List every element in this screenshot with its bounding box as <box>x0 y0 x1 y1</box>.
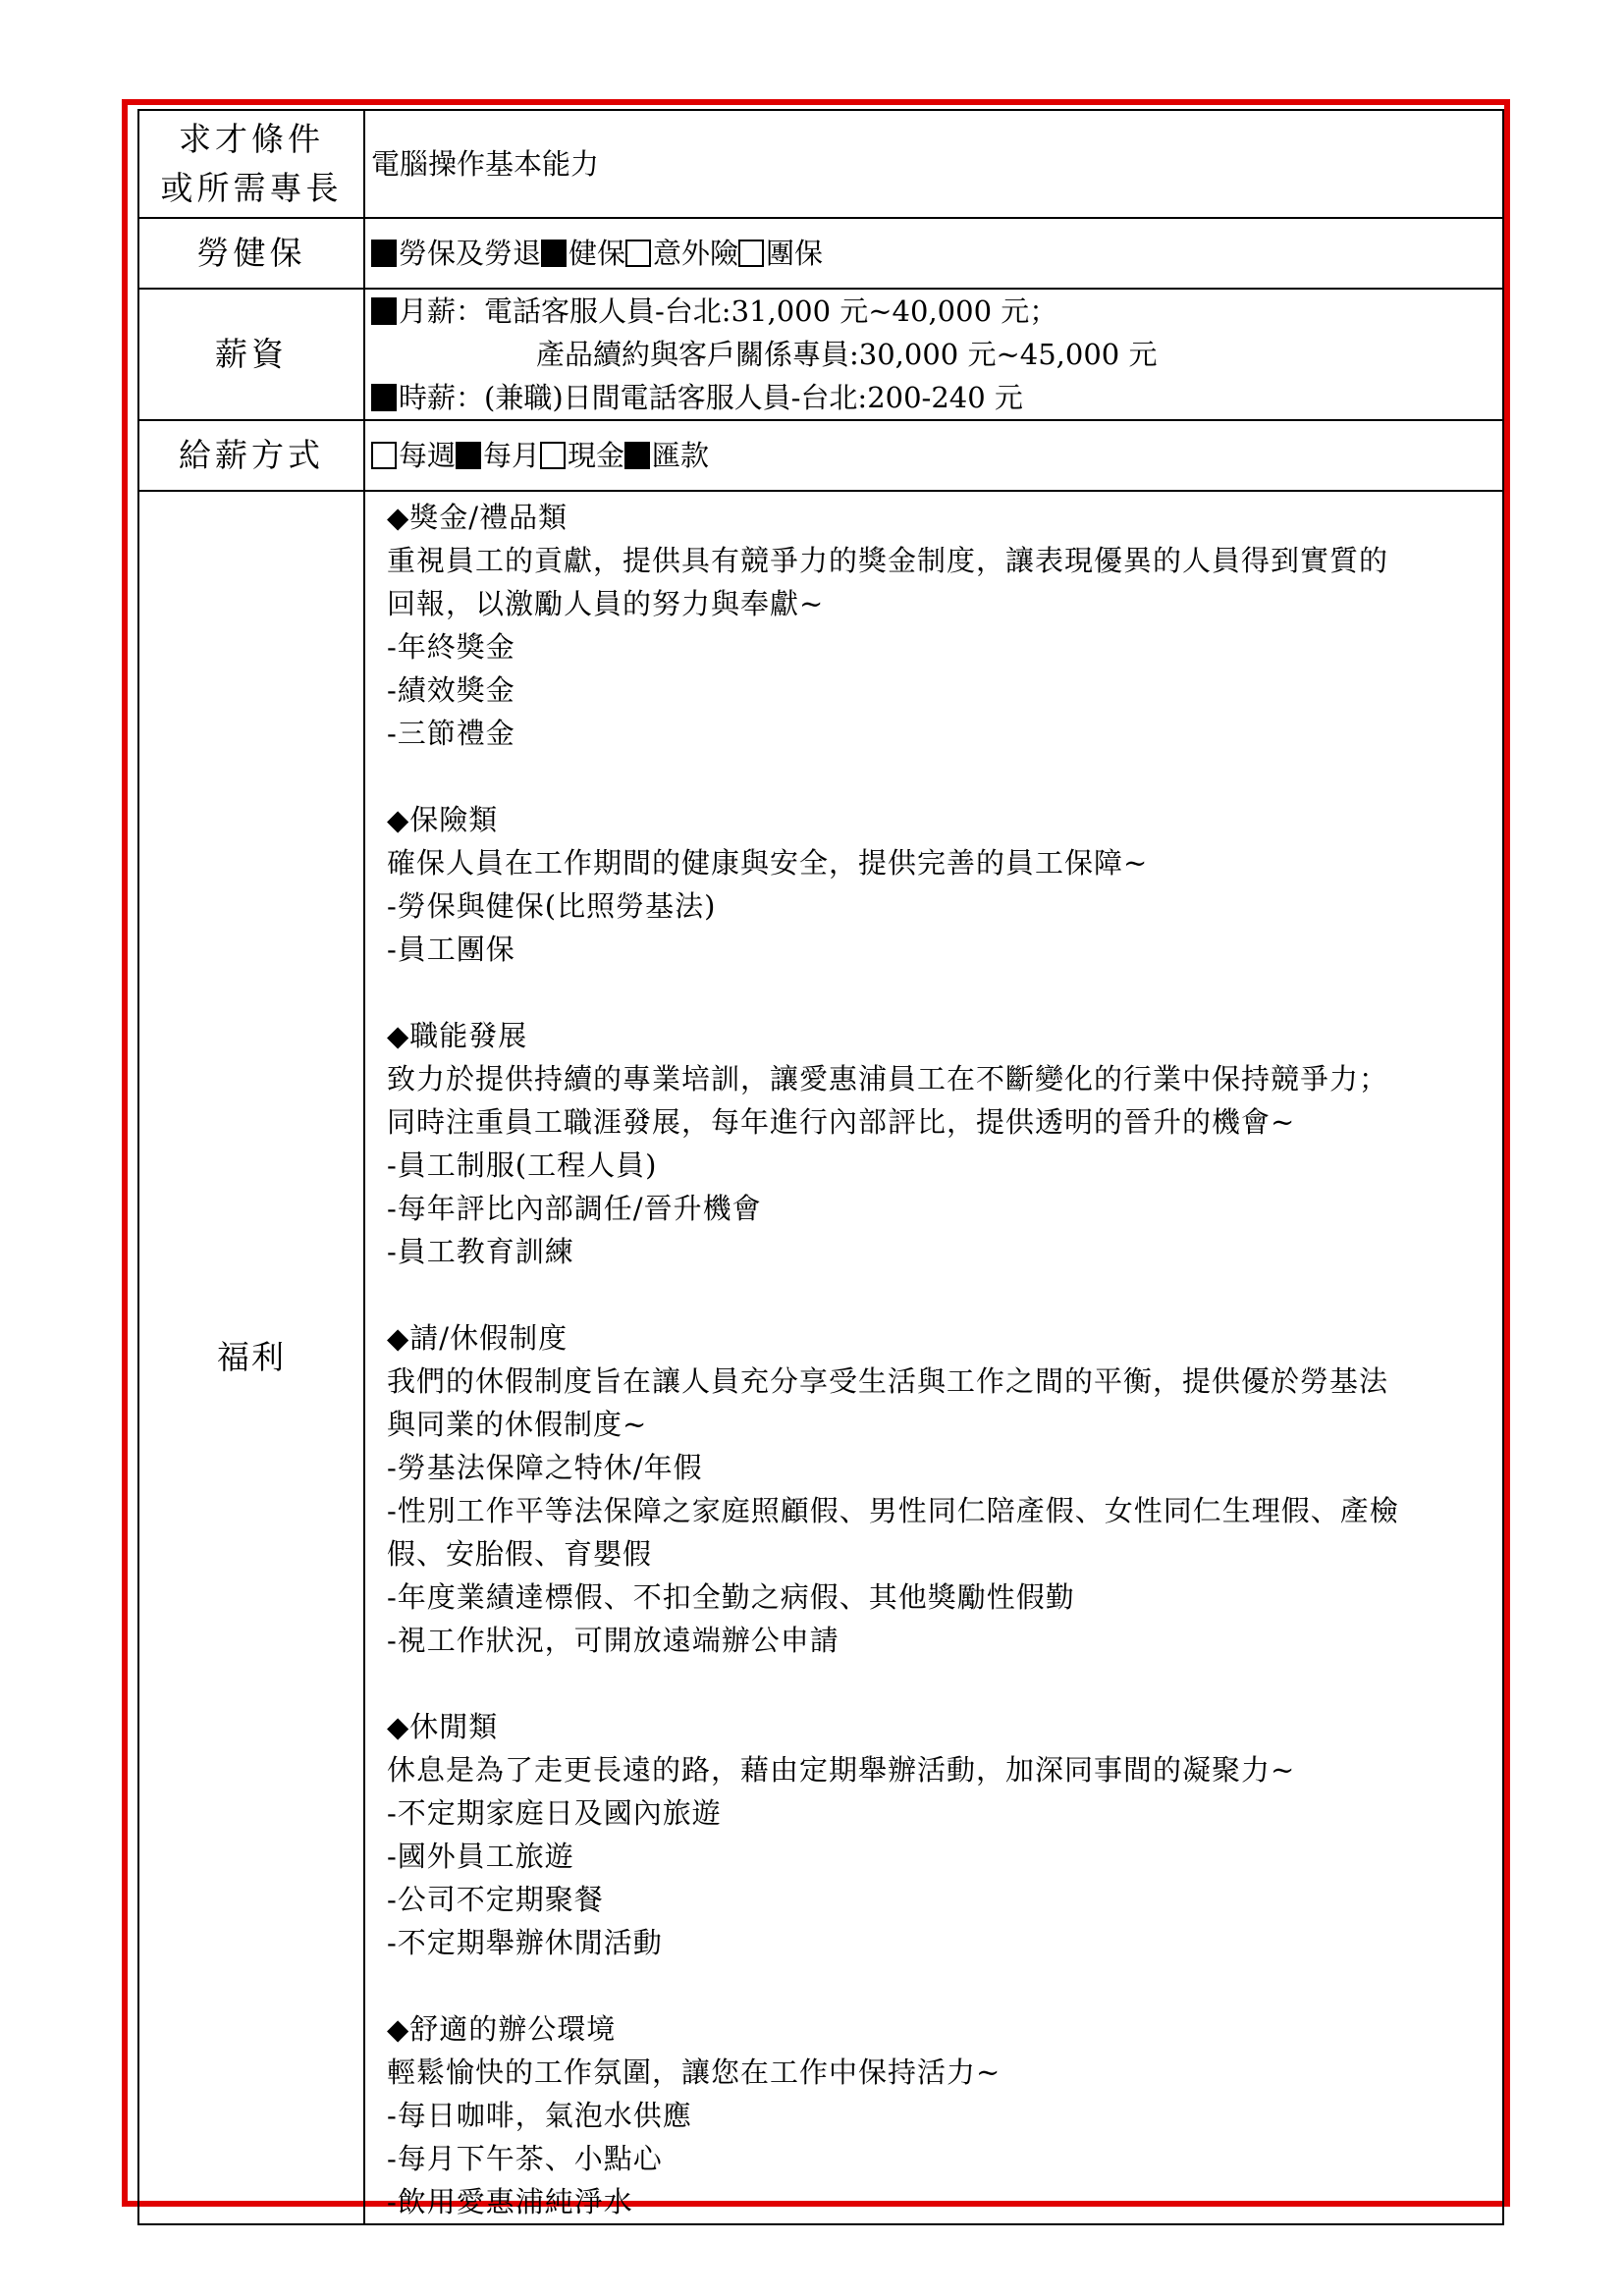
insurance-checkbox-0[interactable] <box>371 240 397 267</box>
benefit-line: 休息是為了走更長遠的路，藉由定期舉辦活動，加深同事間的凝聚力~ <box>387 1753 1296 1787</box>
salary-line3-text: 時薪：(兼職)日間電話客服人員-台北:200-240 元 <box>399 381 1023 414</box>
benefit-line: -性別工作平等法保障之家庭照顧假、男性同仁陪產假、女性同仁生理假、產檢 <box>387 1494 1399 1527</box>
benefit-line: -每月下午茶、小點心 <box>387 2142 663 2175</box>
benefit-section-title: ◆職能發展 <box>387 1019 528 1052</box>
requirements-value: 電腦操作基本能力 <box>364 110 1503 218</box>
payment-checkbox-0[interactable] <box>371 442 397 469</box>
payment-option-label: 每週 <box>399 439 457 472</box>
insurance-label: 勞健保 <box>138 218 364 289</box>
benefit-section <box>387 1316 1496 1662</box>
benefit-line: -三節禮金 <box>387 717 515 750</box>
insurance-option-label: 健保 <box>568 237 626 270</box>
benefit-line: -年度業績達標假、不扣全勤之病假、其他獎勵性假勤 <box>387 1580 1075 1614</box>
requirements-label-line2: 或所需專長 <box>160 169 343 207</box>
salary-row <box>138 289 1503 420</box>
benefit-line: -視工作狀況，可開放遠端辦公申請 <box>387 1624 839 1657</box>
benefit-line: 重視員工的貢獻，提供具有競爭力的獎金制度，讓表現優異的人員得到實質的 <box>387 544 1389 577</box>
payment-row <box>138 420 1503 491</box>
payment-checkbox-1[interactable] <box>456 442 481 469</box>
benefit-line: -員工團保 <box>387 933 515 966</box>
insurance-checkbox-2[interactable] <box>625 240 651 267</box>
benefit-line: -勞基法保障之特休/年假 <box>387 1451 703 1484</box>
benefit-sections <box>387 496 1496 2223</box>
monthly-checkbox[interactable] <box>371 297 397 325</box>
benefit-line: -員工教育訓練 <box>387 1235 574 1268</box>
benefit-line: 確保人員在工作期間的健康與安全，提供完善的員工保障~ <box>387 846 1149 880</box>
benefit-section-title: ◆保險類 <box>387 803 499 836</box>
payment-option-label: 匯款 <box>652 439 710 472</box>
benefit-line: 致力於提供持續的專業培訓，讓愛惠浦員工在不斷變化的行業中保持競爭力； <box>387 1062 1389 1095</box>
payment-option-label: 每月 <box>483 439 541 472</box>
insurance-checkbox-3[interactable] <box>738 240 764 267</box>
insurance-option-label: 意外險 <box>653 237 739 270</box>
job-detail-table <box>137 109 1504 2225</box>
payment-checkbox-2[interactable] <box>540 442 566 469</box>
payment-options <box>364 420 1503 491</box>
benefit-line: -每年評比內部調任/晉升機會 <box>387 1192 762 1225</box>
insurance-row <box>138 218 1503 289</box>
benefit-section-title: ◆請/休假制度 <box>387 1321 568 1355</box>
benefit-line: 回報，以激勵人員的努力與奉獻~ <box>387 587 825 620</box>
benefits-content <box>364 491 1503 2224</box>
requirements-label <box>138 110 364 218</box>
benefit-line: -績效獎金 <box>387 673 515 707</box>
benefit-section <box>387 2007 1496 2223</box>
benefit-line: -不定期舉辦休閒活動 <box>387 1926 663 1959</box>
benefit-line: 假、安胎假、育嬰假 <box>387 1537 653 1571</box>
salary-label: 薪資 <box>138 289 364 420</box>
requirements-row <box>138 110 1503 218</box>
payment-checkbox-3[interactable] <box>624 442 650 469</box>
benefit-section-title: ◆獎金/禮品類 <box>387 501 568 534</box>
benefit-section-title: ◆舒適的辦公環境 <box>387 2012 617 2046</box>
benefits-row <box>138 491 1503 2224</box>
benefit-line: 與同業的休假制度~ <box>387 1408 648 1441</box>
benefit-section-title: ◆休閒類 <box>387 1710 499 1743</box>
benefit-line: 輕鬆愉快的工作氛圍，讓您在工作中保持活力~ <box>387 2056 1001 2089</box>
payment-label: 給薪方式 <box>138 420 364 491</box>
salary-line-monthly <box>371 290 1502 333</box>
benefit-line: 我們的休假制度旨在讓人員充分享受生活與工作之間的平衡，提供優於勞基法 <box>387 1364 1389 1398</box>
salary-value <box>364 289 1503 420</box>
insurance-checkbox-1[interactable] <box>541 240 567 267</box>
benefit-line: -勞保與健保(比照勞基法) <box>387 889 717 923</box>
benefit-section <box>387 1705 1496 1964</box>
benefit-line: -每日咖啡，氣泡水供應 <box>387 2099 692 2132</box>
document-frame <box>122 99 1510 2218</box>
insurance-options <box>364 218 1503 289</box>
payment-option-label: 現金 <box>568 439 625 472</box>
benefit-line: -年終獎金 <box>387 630 515 664</box>
benefits-label: 福利 <box>138 491 364 2224</box>
insurance-option-label: 勞保及勞退 <box>399 237 542 270</box>
benefit-section <box>387 496 1496 755</box>
insurance-option-label: 團保 <box>766 237 824 270</box>
benefit-line: -公司不定期聚餐 <box>387 1883 604 1916</box>
benefit-line: -不定期家庭日及國內旅遊 <box>387 1796 722 1830</box>
salary-line1-text: 月薪：電話客服人員-台北:31,000 元~40,000 元； <box>399 294 1058 328</box>
benefit-line: -國外員工旅遊 <box>387 1840 574 1873</box>
benefit-line: -飲用愛惠浦純淨水 <box>387 2185 633 2218</box>
salary-line-hourly <box>371 376 1502 419</box>
hourly-checkbox[interactable] <box>371 384 397 411</box>
benefit-section <box>387 798 1496 971</box>
benefit-line: 同時注重員工職涯發展，每年進行內部評比，提供透明的晉升的機會~ <box>387 1105 1296 1139</box>
salary-line-renewal: 產品續約與客戶關係專員:30,000 元~45,000 元 <box>536 338 1158 371</box>
benefit-section <box>387 1014 1496 1273</box>
benefit-line: -員工制服(工程人員) <box>387 1148 658 1182</box>
requirements-label-line1: 求才條件 <box>179 120 324 158</box>
